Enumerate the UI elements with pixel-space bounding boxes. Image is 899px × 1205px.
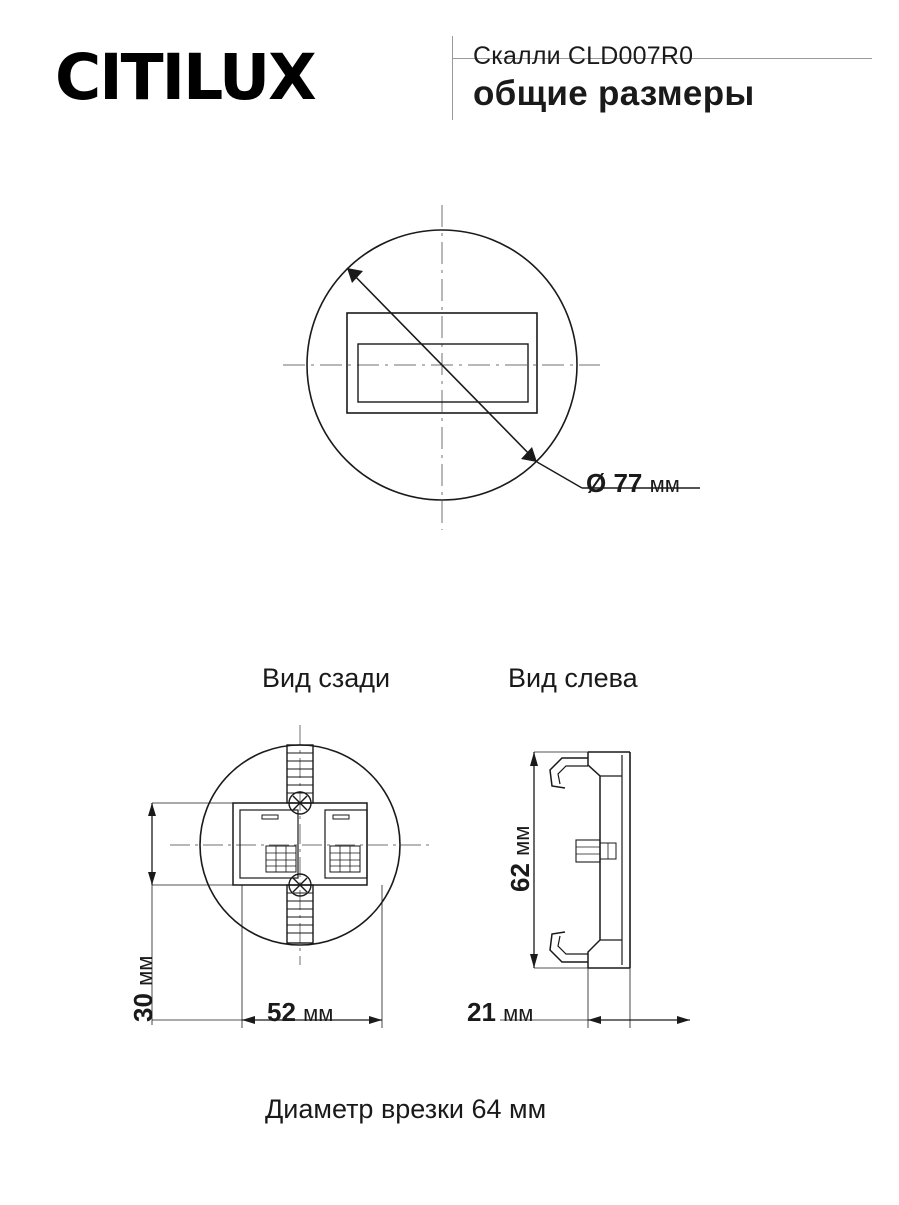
header-divider	[452, 36, 453, 120]
brand-logo: CITILUX	[55, 41, 315, 114]
model-name: Скалли CLD007R0	[473, 42, 694, 70]
back-view-group	[148, 725, 430, 1028]
back-view-title: Вид сзади	[262, 663, 391, 693]
cutout-diameter-note: Диаметр врезки 64 мм	[265, 1094, 547, 1124]
technical-drawing	[0, 140, 899, 1200]
left-view-height-dim: 62 мм	[505, 825, 535, 892]
back-view-height-dim: 30 мм	[128, 955, 158, 1022]
back-view-width-dim: 52 мм	[267, 997, 334, 1027]
page-header	[0, 0, 899, 140]
left-view-title: Вид слева	[508, 663, 638, 693]
left-view-depth-dim: 21 мм	[467, 997, 534, 1027]
front-diameter-label: Ø 77 мм	[586, 468, 680, 498]
page-title: общие размеры	[473, 74, 755, 113]
